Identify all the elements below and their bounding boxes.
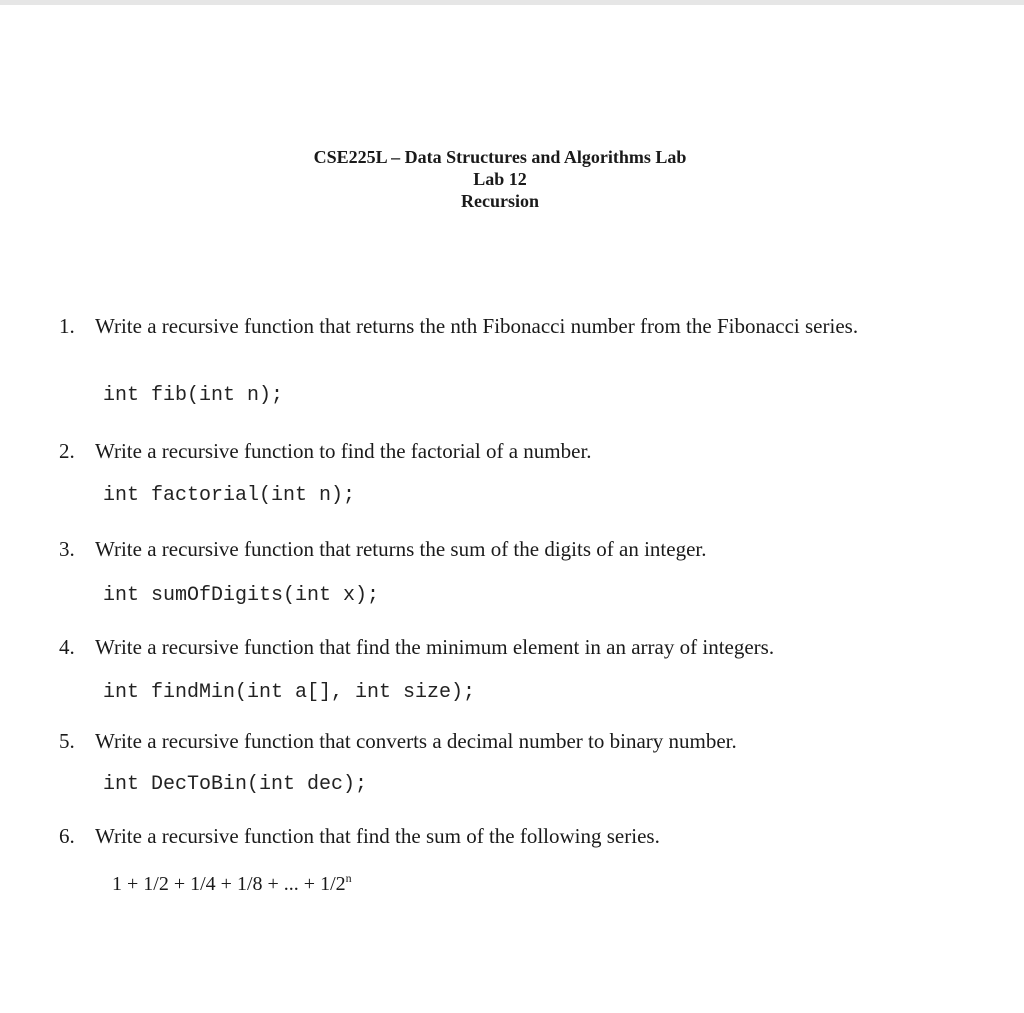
- question-text: Write a recursive function that find the sum of the following series.: [95, 824, 660, 848]
- question-number: 4.: [59, 635, 75, 659]
- question-text: Write a recursive function to find the factorial of a number.: [95, 439, 592, 463]
- question-4: [59, 633, 949, 661]
- document-header: [0, 146, 1000, 212]
- question-3: [59, 535, 949, 563]
- question-6: [59, 822, 949, 850]
- question-number: 1.: [59, 314, 75, 338]
- top-border-strip: [0, 0, 1024, 5]
- question-5: [59, 727, 949, 755]
- code-signature: int DecToBin(int dec);: [103, 773, 368, 796]
- code-signature: int fib(int n);: [103, 384, 284, 407]
- course-title: CSE225L – Data Structures and Algorithms Lab: [313, 147, 687, 167]
- question-text: Write a recursive function that returns the nth Fibonacci number from the Fibonacci series.: [95, 314, 859, 338]
- question-1: [59, 312, 949, 340]
- code-signature: int findMin(int a[], int size);: [103, 681, 476, 704]
- code-signature: int sumOfDigits(int x);: [103, 584, 380, 607]
- question-number: 6.: [59, 824, 75, 848]
- question-number: 2.: [59, 439, 75, 463]
- code-signature: int factorial(int n);: [103, 484, 356, 507]
- series-expression: [112, 872, 352, 896]
- lab-number: Lab 12: [473, 169, 527, 189]
- series-exponent: n: [345, 871, 352, 885]
- question-text: Write a recursive function that converts a decimal number to binary number.: [95, 729, 737, 753]
- question-text: Write a recursive function that returns the sum of the digits of an integer.: [95, 537, 707, 561]
- question-number: 5.: [59, 729, 75, 753]
- question-text: Write a recursive function that find the minimum element in an array of integers.: [95, 635, 775, 659]
- lab-topic: Recursion: [461, 191, 539, 211]
- series-terms: 1 + 1/2 + 1/4 + 1/8 + ... + 1/2: [112, 873, 346, 895]
- question-2: [59, 437, 949, 465]
- question-number: 3.: [59, 537, 75, 561]
